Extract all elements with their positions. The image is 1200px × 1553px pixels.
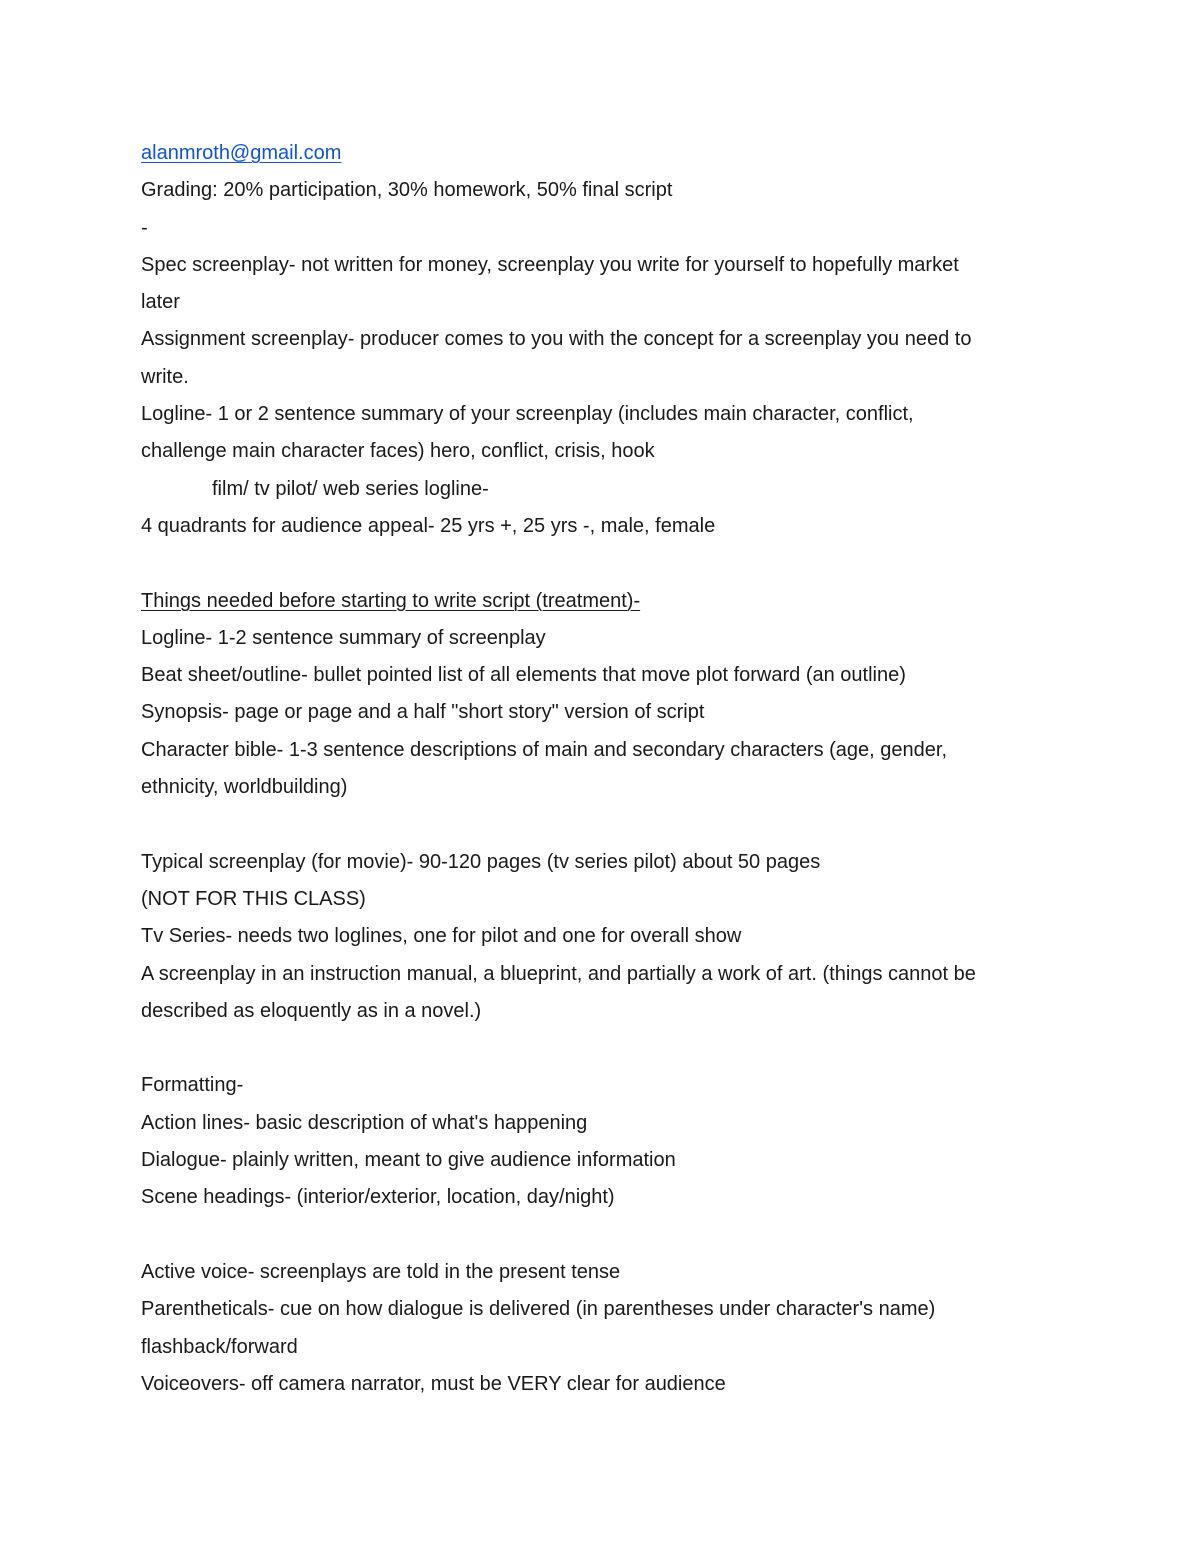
blank-line [141,1217,1061,1254]
action-lines-line: Action lines- basic description of what's happening [141,1111,588,1134]
logline-summary-line: Logline- 1-2 sentence summary of screenplay [141,626,546,649]
dash-line: - [141,216,148,239]
spec-screenplay-line-2: later [141,291,180,314]
formatting-heading: Formatting- [141,1074,244,1097]
blank-line [141,1030,1061,1067]
blank-line [141,545,1061,582]
dialogue-line: Dialogue- plainly written, meant to give audience information [141,1149,676,1172]
assignment-screenplay-line-2: write. [141,365,189,388]
beat-sheet-line: Beat sheet/outline- bullet pointed list of all elements that move plot forward (an outline) [141,664,906,687]
voiceovers-line: Voiceovers- off camera narrator, must be VERY clear for audience [141,1372,726,1395]
flashback-line: flashback/forward [141,1335,298,1358]
document-body [141,135,1061,1403]
screenplay-definition-line-1: A screenplay in an instruction manual, a blueprint, and partially a work of art. (things cannot be [141,962,976,985]
character-bible-line-1: Character bible- 1-3 sentence descriptions of main and secondary characters (age, gender, [141,738,948,761]
screenplay-definition-line-2: described as eloquently as in a novel.) [141,999,482,1022]
things-needed-heading: Things needed before starting to write script (treatment)- [141,589,641,612]
character-bible-line-2: ethnicity, worldbuilding) [141,776,348,799]
logline-line-2: challenge main character faces) hero, conflict, crisis, hook [141,440,655,463]
logline-types-line: film/ tv pilot/ web series logline- [212,477,489,500]
active-voice-line: Active voice- screenplays are told in the present tense [141,1260,621,1283]
synopsis-line: Synopsis- page or page and a half "short story" version of script [141,701,705,724]
tv-series-line: Tv Series- needs two loglines, one for pilot and one for overall show [141,925,742,948]
quadrants-line: 4 quadrants for audience appeal- 25 yrs +, 25 yrs -, male, female [141,514,716,537]
spec-screenplay-line-1: Spec screenplay- not written for money, screenplay you write for yourself to hopefully market [141,253,959,276]
assignment-screenplay-line-1: Assignment screenplay- producer comes to you with the concept for a screenplay you need to [141,328,972,351]
grading-line: Grading: 20% participation, 30% homework, 50% final script [141,179,673,202]
scene-headings-line: Scene headings- (interior/exterior, location, day/night) [141,1186,615,1209]
email-link[interactable]: alanmroth@gmail.com [141,142,342,164]
parentheticals-line: Parentheticals- cue on how dialogue is delivered (in parentheses under character's name) [141,1298,936,1321]
not-for-class-line: (NOT FOR THIS CLASS) [141,887,366,910]
typical-screenplay-line: Typical screenplay (for movie)- 90-120 pages (tv series pilot) about 50 pages [141,850,821,873]
logline-line-1: Logline- 1 or 2 sentence summary of your screenplay (includes main character, conflict, [141,403,914,426]
blank-line [141,806,1061,843]
